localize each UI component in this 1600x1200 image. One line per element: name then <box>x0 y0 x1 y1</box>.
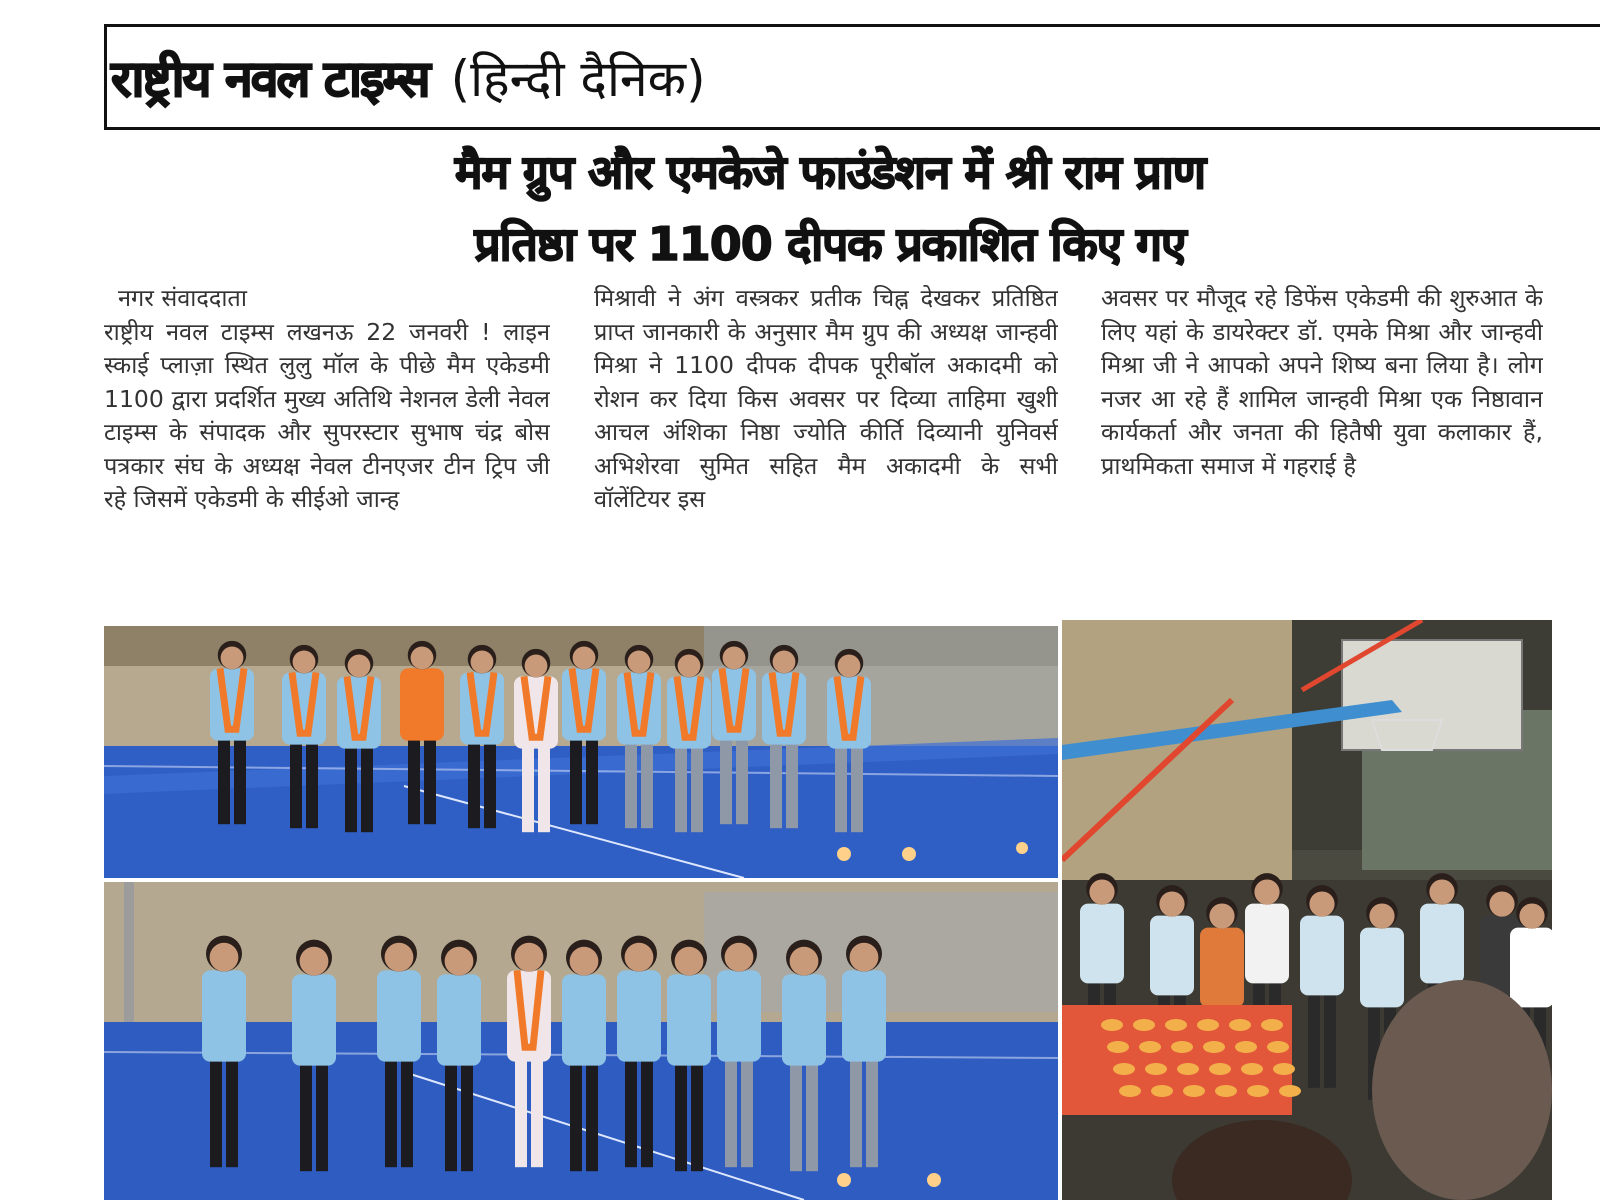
article-column-1 <box>104 282 550 622</box>
article-text-col2: मिश्रावी ने अंग वस्त्रकर प्रतीक चिह्न देखकर प्रतिष्ठित प्राप्त जानकारी के अनुसार मैम ग्रुप की अध्यक्ष जान्हवी मिश्रा ने 1100 दीपक दीपक पूरीबॉल अकादमी को रोशन कर दिया किस अवसर पर दिव्या ताहिमा खुशी आचल अंशिका निष्ठा ज्योति कीर्ति दिव्यानी युनिवर्स अभिशेरवा सुमित सहित मैम अकादमी के सभी वॉलेंटियर इस <box>594 284 1058 513</box>
diya <box>1119 1085 1141 1097</box>
diya <box>1273 1063 1295 1075</box>
diya <box>1145 1063 1167 1075</box>
diya <box>1235 1041 1257 1053</box>
article-text-col3: अवसर पर मौजूद रहे डिफेंस एकेडमी की शुरुआत के लिए यहां के डायरेक्टर डॉ. एमके मिश्रा और जान्हवी मिश्रा जी ने आपको अपने शिष्य बना लिया है। लोग नजर आ रहे हैं शामिल जान्हवी मिश्रा एक निष्ठावान कार्यकर्ता और जनता की हितैषी युवा कलाकार हैं, प्राथमिकता समाज में गहराई है <box>1101 284 1543 480</box>
diya <box>1151 1085 1173 1097</box>
diya <box>1165 1019 1187 1031</box>
article-text-col1: राष्ट्रीय नवल टाइम्स लखनऊ 22 जनवरी ! लाइन स्काई प्लाज़ा स्थित लुलु मॉल के पीछे मैम एकेडमी 1100 द्वारा प्रदर्शित मुख्य अतिथि नेशनल डेली नेवल टाइम्स के संपादक और सुपरस्टार सुभाष चंद्र बोस पत्रकार संघ के अध्यक्ष नेवल टीनएजर टीन ट्रिप जी रहे जिसमें एकेडमी के सीईओ जान्ह <box>104 317 550 513</box>
diya <box>1177 1063 1199 1075</box>
diya <box>1183 1085 1205 1097</box>
diya <box>1133 1019 1155 1031</box>
diya <box>1203 1041 1225 1053</box>
diya <box>1197 1019 1219 1031</box>
diya <box>1139 1041 1161 1053</box>
photo-lighting-diyas <box>1062 620 1552 1200</box>
article-column-3 <box>1101 282 1543 622</box>
headline-line-1: मैम ग्रुप और एमकेजे फाउंडेशन में श्री राम प्राण <box>454 145 1206 199</box>
article-column-2 <box>594 282 1058 622</box>
diya <box>1267 1041 1289 1053</box>
newspaper-edition: (हिन्दी दैनिक) <box>450 50 706 108</box>
diya <box>1247 1085 1269 1097</box>
diya <box>1279 1085 1301 1097</box>
masthead <box>104 24 1600 130</box>
headline-line-2: प्रतिष्ठा पर 1100 दीपक प्रकाशित किए गए <box>474 217 1186 271</box>
photo-group-back <box>104 882 1058 1200</box>
diya <box>1171 1041 1193 1053</box>
diya <box>1107 1041 1129 1053</box>
diya <box>1101 1019 1123 1031</box>
photo-group-front <box>104 626 1058 878</box>
diya <box>1241 1063 1263 1075</box>
diya <box>1215 1085 1237 1097</box>
diya <box>1261 1019 1283 1031</box>
diya <box>1229 1019 1251 1031</box>
newspaper-name: राष्ट्रीय नवल टाइम्स <box>111 50 429 108</box>
diya <box>1113 1063 1135 1075</box>
byline: नगर संवाददाता <box>118 284 247 312</box>
diya <box>1209 1063 1231 1075</box>
